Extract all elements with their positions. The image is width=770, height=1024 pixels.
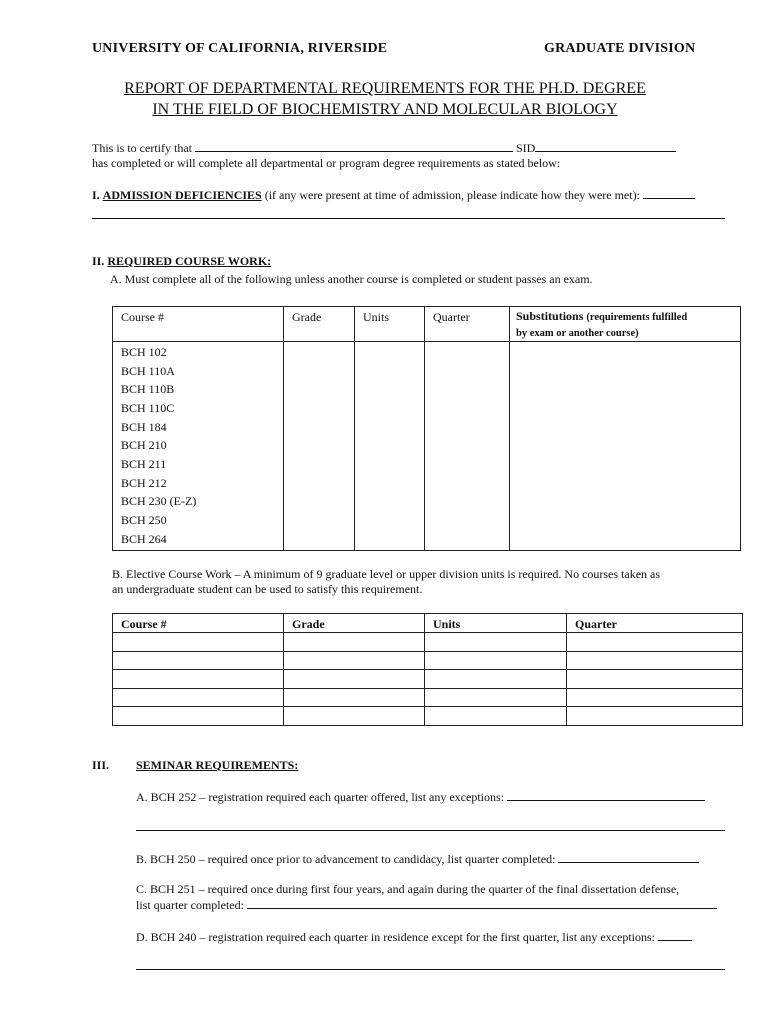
seminar-a-line: [136, 789, 736, 805]
units-cell[interactable]: [355, 438, 425, 457]
substitution-cell[interactable]: [510, 513, 741, 532]
table-row: [113, 651, 743, 670]
table-row: [113, 494, 741, 513]
section-1-text: (if any were present at time of admission, please indicate how they were met):: [264, 188, 640, 202]
section-1-heading: ADMISSION DEFICIENCIES: [102, 188, 262, 202]
units-cell[interactable]: [355, 382, 425, 401]
seminar-b-line: [136, 851, 736, 867]
col-header-course: Course #: [113, 307, 284, 342]
quarter-cell[interactable]: [567, 651, 743, 670]
seminar-a-text: A. BCH 252 – registration required each quarter offered, list any exceptions:: [136, 790, 504, 804]
admission-deficiencies-field[interactable]: [643, 187, 695, 199]
sid-label: SID: [515, 141, 536, 155]
table-row: [113, 401, 741, 420]
grade-cell[interactable]: [284, 670, 425, 689]
substitution-cell[interactable]: [510, 382, 741, 401]
section-2-heading: REQUIRED COURSE WORK:: [107, 254, 272, 268]
course-cell: BCH 264: [113, 532, 284, 551]
col-header-grade: Grade: [284, 307, 355, 342]
substitution-cell[interactable]: [510, 364, 741, 383]
seminar-d-field-2[interactable]: [136, 969, 725, 970]
substitution-cell[interactable]: [510, 476, 741, 495]
quarter-cell[interactable]: [425, 476, 510, 495]
seminar-c-line-1: C. BCH 251 – required once during first four years, and again during the quarter of the final dissertation defense,: [136, 882, 680, 896]
col-header-grade: Grade: [284, 614, 425, 633]
course-cell[interactable]: [113, 688, 284, 707]
course-cell: BCH 211: [113, 457, 284, 476]
substitution-cell[interactable]: [510, 342, 741, 364]
grade-cell[interactable]: [284, 688, 425, 707]
title-line-2: IN THE FIELD OF BIOCHEMISTRY AND MOLECULAR BIOLOGY: [152, 101, 618, 118]
grade-cell[interactable]: [284, 382, 355, 401]
course-cell: BCH 210: [113, 438, 284, 457]
seminar-c-field[interactable]: [247, 897, 717, 909]
course-cell: BCH 184: [113, 420, 284, 439]
section-1-number: I.: [92, 188, 100, 202]
substitutions-note-2: by exam or another course): [516, 328, 639, 339]
table-row: [113, 382, 741, 401]
seminar-d-line: [136, 929, 736, 945]
substitution-cell[interactable]: [510, 457, 741, 476]
table-row: [113, 438, 741, 457]
units-cell[interactable]: [355, 420, 425, 439]
section-3-heading: SEMINAR REQUIREMENTS:: [136, 758, 299, 772]
grade-cell[interactable]: [284, 438, 355, 457]
quarter-cell[interactable]: [567, 688, 743, 707]
units-cell[interactable]: [355, 494, 425, 513]
seminar-a-field[interactable]: [507, 789, 705, 801]
col-header-quarter: Quarter: [567, 614, 743, 633]
course-cell[interactable]: [113, 633, 284, 652]
table-row: [113, 342, 741, 364]
units-cell[interactable]: [425, 651, 567, 670]
grade-cell[interactable]: [284, 457, 355, 476]
admission-deficiencies-field-2[interactable]: [92, 218, 725, 219]
section-2-part-b-line-2: an undergraduate student can be used to satisfy this requirement.: [112, 582, 423, 596]
course-cell[interactable]: [113, 651, 284, 670]
title-line-1: REPORT OF DEPARTMENTAL REQUIREMENTS FOR THE PH.D. DEGREE: [124, 80, 646, 97]
units-cell[interactable]: [425, 670, 567, 689]
seminar-b-field[interactable]: [558, 851, 699, 863]
quarter-cell[interactable]: [425, 457, 510, 476]
quarter-cell[interactable]: [425, 494, 510, 513]
seminar-a-field-2[interactable]: [136, 830, 725, 831]
quarter-cell[interactable]: [567, 670, 743, 689]
table-row: [113, 457, 741, 476]
substitutions-note-1: (requirements fulfilled: [586, 312, 688, 323]
substitution-cell[interactable]: [510, 401, 741, 420]
course-cell: BCH 212: [113, 476, 284, 495]
table-row: [113, 707, 743, 726]
col-header-course: Course #: [113, 614, 284, 633]
units-cell[interactable]: [425, 633, 567, 652]
table-row: [113, 364, 741, 383]
col-header-quarter: Quarter: [425, 307, 510, 342]
course-cell: BCH 250: [113, 513, 284, 532]
substitution-cell[interactable]: [510, 532, 741, 551]
course-cell[interactable]: [113, 707, 284, 726]
course-cell[interactable]: [113, 670, 284, 689]
quarter-cell[interactable]: [425, 438, 510, 457]
table-header-row: [113, 307, 741, 342]
quarter-cell[interactable]: [567, 633, 743, 652]
grade-cell[interactable]: [284, 651, 425, 670]
quarter-cell[interactable]: [425, 364, 510, 383]
units-cell[interactable]: [355, 457, 425, 476]
course-cell: BCH 110A: [113, 364, 284, 383]
substitution-cell[interactable]: [510, 420, 741, 439]
required-courses-table: [112, 306, 741, 551]
elective-courses-table: [112, 613, 743, 726]
table-header-row: [113, 614, 743, 633]
col-header-substitutions: [510, 307, 741, 342]
substitutions-label: Substitutions: [516, 309, 584, 323]
units-cell[interactable]: [355, 342, 425, 364]
course-cell: BCH 110C: [113, 401, 284, 420]
quarter-cell[interactable]: [425, 532, 510, 551]
table-row: [113, 670, 743, 689]
units-cell[interactable]: [355, 513, 425, 532]
units-cell[interactable]: [355, 532, 425, 551]
grade-cell[interactable]: [284, 532, 355, 551]
course-cell: BCH 102: [113, 342, 284, 364]
table-row: [113, 688, 743, 707]
table-row: [113, 476, 741, 495]
table-row: [113, 420, 741, 439]
quarter-cell[interactable]: [425, 342, 510, 364]
table-row: [113, 532, 741, 551]
quarter-cell[interactable]: [425, 513, 510, 532]
units-cell[interactable]: [425, 707, 567, 726]
grade-cell[interactable]: [284, 364, 355, 383]
grade-cell[interactable]: [284, 513, 355, 532]
grade-cell[interactable]: [284, 420, 355, 439]
substitution-cell[interactable]: [510, 438, 741, 457]
seminar-b-text: B. BCH 250 – required once prior to advancement to candidacy, list quarter completed:: [136, 852, 556, 866]
units-cell[interactable]: [355, 476, 425, 495]
section-2-number: II.: [92, 254, 105, 268]
quarter-cell[interactable]: [425, 382, 510, 401]
table-row: [113, 633, 743, 652]
col-header-units: Units: [355, 307, 425, 342]
table-row: [113, 513, 741, 532]
seminar-d-text: D. BCH 240 – registration required each quarter in residence except for the first quarter, list any exceptions:: [136, 930, 656, 944]
student-name-field[interactable]: [195, 140, 513, 152]
grade-cell[interactable]: [284, 707, 425, 726]
units-cell[interactable]: [425, 688, 567, 707]
sid-field[interactable]: [535, 140, 676, 152]
section-2-part-b-line-1: B. Elective Course Work – A minimum of 9 graduate level or upper division units is required. No courses taken as: [112, 567, 661, 581]
quarter-cell[interactable]: [567, 707, 743, 726]
section-2-heading-line: [92, 254, 271, 269]
university-name: UNIVERSITY OF CALIFORNIA, RIVERSIDE: [92, 41, 388, 56]
quarter-cell[interactable]: [425, 420, 510, 439]
quarter-cell[interactable]: [425, 401, 510, 420]
seminar-c-text: list quarter completed:: [136, 898, 244, 912]
grade-cell[interactable]: [284, 633, 425, 652]
grade-cell[interactable]: [284, 401, 355, 420]
grade-cell[interactable]: [284, 476, 355, 495]
seminar-d-field[interactable]: [658, 929, 692, 941]
grade-cell[interactable]: [284, 494, 355, 513]
units-cell[interactable]: [355, 364, 425, 383]
certify-line: [92, 140, 732, 156]
certify-prefix: This is to certify that: [92, 141, 192, 155]
seminar-c-line-2: [136, 897, 736, 913]
substitution-cell[interactable]: [510, 494, 741, 513]
section-2-part-a: A. Must complete all of the following unless another course is completed or student passes an exam.: [110, 272, 593, 286]
division-name: GRADUATE DIVISION: [544, 41, 696, 56]
course-cell: BCH 230 (E-Z): [113, 494, 284, 513]
grade-cell[interactable]: [284, 342, 355, 364]
col-header-units: Units: [425, 614, 567, 633]
course-cell: BCH 110B: [113, 382, 284, 401]
certify-statement: has completed or will complete all departmental or program degree requirements as stated below:: [92, 156, 561, 170]
admission-deficiencies-line: [92, 187, 732, 203]
units-cell[interactable]: [355, 401, 425, 420]
section-3-number: III.: [92, 758, 110, 772]
document-title: [0, 78, 770, 120]
